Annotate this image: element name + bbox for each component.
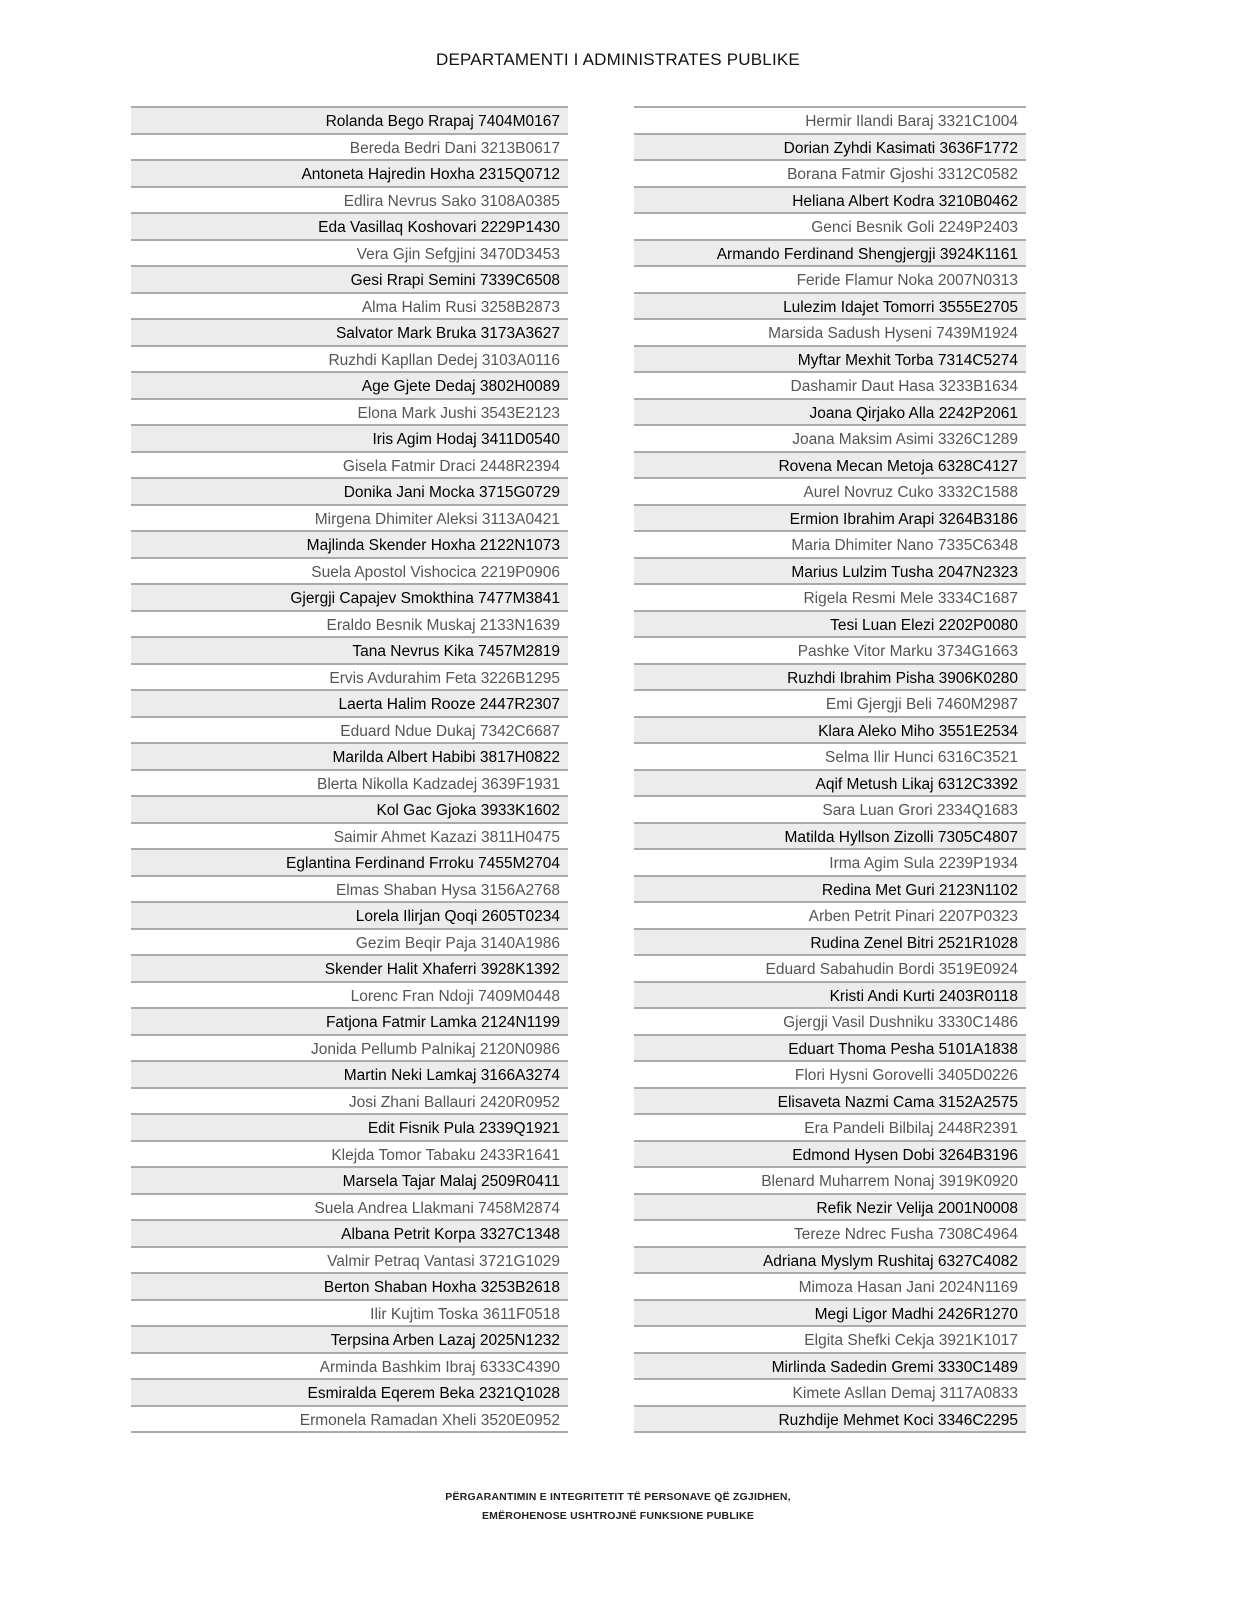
list-item: Eduart Thoma Pesha 5101A1838	[634, 1036, 1026, 1063]
list-item: Gezim Beqir Paja 3140A1986	[131, 930, 568, 957]
list-item: Feride Flamur Noka 2007N0313	[634, 267, 1026, 294]
list-item: Lulezim Idajet Tomorri 3555E2705	[634, 294, 1026, 321]
list-item: Jonida Pellumb Palnikaj 2120N0986	[131, 1036, 568, 1063]
left-name-list	[131, 106, 568, 1433]
list-item: Kol Gac Gjoka 3933K1602	[131, 797, 568, 824]
list-item: Bereda Bedri Dani 3213B0617	[131, 135, 568, 162]
list-item: Armando Ferdinand Shengjergji 3924K1161	[634, 241, 1026, 268]
list-item: Dashamir Daut Hasa 3233B1634	[634, 373, 1026, 400]
list-item: Genci Besnik Goli 2249P2403	[634, 214, 1026, 241]
list-item: Eduard Ndue Dukaj 7342C6687	[131, 718, 568, 745]
list-item: Suela Apostol Vishocica 2219P0906	[131, 559, 568, 586]
list-item: Emi Gjergji Beli 7460M2987	[634, 691, 1026, 718]
list-item: Edit Fisnik Pula 2339Q1921	[131, 1115, 568, 1142]
list-item: Kimete Asllan Demaj 3117A0833	[634, 1380, 1026, 1407]
list-item: Ermion Ibrahim Arapi 3264B3186	[634, 506, 1026, 533]
list-item: Donika Jani Mocka 3715G0729	[131, 479, 568, 506]
list-item: Edmond Hysen Dobi 3264B3196	[634, 1142, 1026, 1169]
list-item: Terpsina Arben Lazaj 2025N1232	[131, 1327, 568, 1354]
list-item: Maria Dhimiter Nano 7335C6348	[634, 532, 1026, 559]
list-item: Vera Gjin Sefgjini 3470D3453	[131, 241, 568, 268]
list-item: Tesi Luan Elezi 2202P0080	[634, 612, 1026, 639]
list-item: Redina Met Guri 2123N1102	[634, 877, 1026, 904]
list-item: Ruzhdi Ibrahim Pisha 3906K0280	[634, 665, 1026, 692]
list-item: Ruzhdi Kapllan Dedej 3103A0116	[131, 347, 568, 374]
list-item: Martin Neki Lamkaj 3166A3274	[131, 1062, 568, 1089]
list-item: Selma Ilir Hunci 6316C3521	[634, 744, 1026, 771]
list-item: Era Pandeli Bilbilaj 2448R2391	[634, 1115, 1026, 1142]
list-item: Hermir Ilandi Baraj 3321C1004	[634, 108, 1026, 135]
list-item: Megi Ligor Madhi 2426R1270	[634, 1301, 1026, 1328]
list-item: Dorian Zyhdi Kasimati 3636F1772	[634, 135, 1026, 162]
list-item: Skender Halit Xhaferri 3928K1392	[131, 956, 568, 983]
list-item: Berton Shaban Hoxha 3253B2618	[131, 1274, 568, 1301]
list-item: Matilda Hyllson Zizolli 7305C4807	[634, 824, 1026, 851]
list-item: Tana Nevrus Kika 7457M2819	[131, 638, 568, 665]
list-item: Eraldo Besnik Muskaj 2133N1639	[131, 612, 568, 639]
list-item: Edlira Nevrus Sako 3108A0385	[131, 188, 568, 215]
list-item: Ilir Kujtim Toska 3611F0518	[131, 1301, 568, 1328]
right-name-list	[634, 106, 1026, 1433]
list-item: Sara Luan Grori 2334Q1683	[634, 797, 1026, 824]
list-item: Irma Agim Sula 2239P1934	[634, 850, 1026, 877]
list-item: Myftar Mexhit Torba 7314C5274	[634, 347, 1026, 374]
list-item: Age Gjete Dedaj 3802H0089	[131, 373, 568, 400]
list-item: Tereze Ndrec Fusha 7308C4964	[634, 1221, 1026, 1248]
list-item: Blenard Muharrem Nonaj 3919K0920	[634, 1168, 1026, 1195]
list-item: Mirgena Dhimiter Aleksi 3113A0421	[131, 506, 568, 533]
list-item: Gisela Fatmir Draci 2448R2394	[131, 453, 568, 480]
list-item: Adriana Myslym Rushitaj 6327C4082	[634, 1248, 1026, 1275]
list-item: Eduard Sabahudin Bordi 3519E0924	[634, 956, 1026, 983]
list-item: Albana Petrit Korpa 3327C1348	[131, 1221, 568, 1248]
list-item: Ervis Avdurahim Feta 3226B1295	[131, 665, 568, 692]
list-item: Eglantina Ferdinand Frroku 7455M2704	[131, 850, 568, 877]
list-item: Flori Hysni Gorovelli 3405D0226	[634, 1062, 1026, 1089]
list-item: Joana Maksim Asimi 3326C1289	[634, 426, 1026, 453]
list-item: Alma Halim Rusi 3258B2873	[131, 294, 568, 321]
list-item: Majlinda Skender Hoxha 2122N1073	[131, 532, 568, 559]
list-item: Suela Andrea Llakmani 7458M2874	[131, 1195, 568, 1222]
list-item: Marilda Albert Habibi 3817H0822	[131, 744, 568, 771]
list-item: Iris Agim Hodaj 3411D0540	[131, 426, 568, 453]
list-item: Ermonela Ramadan Xheli 3520E0952	[131, 1407, 568, 1434]
footer-line-2: EMËROHENOSE USHTROJNË FUNKSIONE PUBLIKE	[481, 1510, 755, 1522]
list-item: Klara Aleko Miho 3551E2534	[634, 718, 1026, 745]
list-item: Elgita Shefki Cekja 3921K1017	[634, 1327, 1026, 1354]
list-item: Lorenc Fran Ndoji 7409M0448	[131, 983, 568, 1010]
list-item: Kristi Andi Kurti 2403R0118	[634, 983, 1026, 1010]
list-item: Salvator Mark Bruka 3173A3627	[131, 320, 568, 347]
list-item: Lorela Ilirjan Qoqi 2605T0234	[131, 903, 568, 930]
list-item: Rovena Mecan Metoja 6328C4127	[634, 453, 1026, 480]
list-item: Heliana Albert Kodra 3210B0462	[634, 188, 1026, 215]
list-item: Mirlinda Sadedin Gremi 3330C1489	[634, 1354, 1026, 1381]
list-item: Rigela Resmi Mele 3334C1687	[634, 585, 1026, 612]
list-item: Aqif Metush Likaj 6312C3392	[634, 771, 1026, 798]
list-item: Rolanda Bego Rrapaj 7404M0167	[131, 108, 568, 135]
list-item: Blerta Nikolla Kadzadej 3639F1931	[131, 771, 568, 798]
list-item: Arminda Bashkim Ibraj 6333C4390	[131, 1354, 568, 1381]
list-item: Klejda Tomor Tabaku 2433R1641	[131, 1142, 568, 1169]
list-item: Marsela Tajar Malaj 2509R0411	[131, 1168, 568, 1195]
list-item: Ruzhdije Mehmet Koci 3346C2295	[634, 1407, 1026, 1434]
list-item: Gjergji Vasil Dushniku 3330C1486	[634, 1009, 1026, 1036]
page-title: DEPARTAMENTI I ADMINISTRATES PUBLIKE	[436, 50, 800, 69]
list-item: Rudina Zenel Bitri 2521R1028	[634, 930, 1026, 957]
list-item: Esmiralda Eqerem Beka 2321Q1028	[131, 1380, 568, 1407]
list-item: Eda Vasillaq Koshovari 2229P1430	[131, 214, 568, 241]
list-item: Joana Qirjako Alla 2242P2061	[634, 400, 1026, 427]
list-item: Josi Zhani Ballauri 2420R0952	[131, 1089, 568, 1116]
list-item: Refik Nezir Velija 2001N0008	[634, 1195, 1026, 1222]
list-item: Saimir Ahmet Kazazi 3811H0475	[131, 824, 568, 851]
list-item: Marius Lulzim Tusha 2047N2323	[634, 559, 1026, 586]
list-item: Gesi Rrapi Semini 7339C6508	[131, 267, 568, 294]
list-item: Mimoza Hasan Jani 2024N1169	[634, 1274, 1026, 1301]
list-item: Elisaveta Nazmi Cama 3152A2575	[634, 1089, 1026, 1116]
list-item: Laerta Halim Rooze 2447R2307	[131, 691, 568, 718]
list-item: Valmir Petraq Vantasi 3721G1029	[131, 1248, 568, 1275]
list-item: Elmas Shaban Hysa 3156A2768	[131, 877, 568, 904]
list-item: Borana Fatmir Gjoshi 3312C0582	[634, 161, 1026, 188]
list-item: Elona Mark Jushi 3543E2123	[131, 400, 568, 427]
list-item: Fatjona Fatmir Lamka 2124N1199	[131, 1009, 568, 1036]
footer-line-1: PËRGARANTIMIN E INTEGRITETIT TË PERSONAVE QË ZGJIDHEN,	[445, 1491, 791, 1503]
list-item: Antoneta Hajredin Hoxha 2315Q0712	[131, 161, 568, 188]
page-footer	[0, 1488, 1236, 1526]
list-item: Gjergji Capajev Smokthina 7477M3841	[131, 585, 568, 612]
list-item: Arben Petrit Pinari 2207P0323	[634, 903, 1026, 930]
list-item: Marsida Sadush Hyseni 7439M1924	[634, 320, 1026, 347]
list-item: Aurel Novruz Cuko 3332C1588	[634, 479, 1026, 506]
list-item: Pashke Vitor Marku 3734G1663	[634, 638, 1026, 665]
